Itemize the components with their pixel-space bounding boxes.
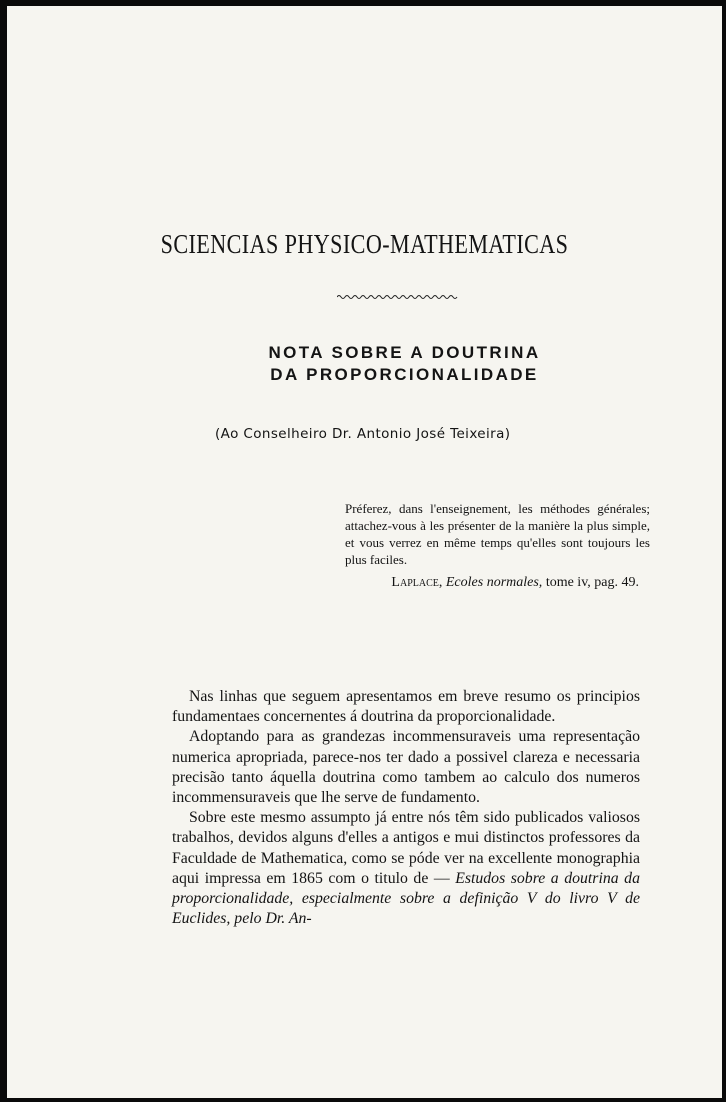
epigraph-quote: Préferez, dans l'enseignement, les méthodes générales; attachez-vous à les présenter de la manière la plus simple, et vous verrez en même temps qu'elles sont toujours les plus faciles. (345, 501, 650, 567)
body-paragraph-3-text: Sobre este mesmo assumpto já entre nós têm sido publicados valiosos trabalhos, devidos alguns d'elles a antigos e mui distinctos professores da Faculdade de Mathematica, como se póde ver na excellente monographia aqui impressa em 1865 com o titulo de — (172, 809, 640, 887)
article-title (7, 342, 722, 386)
citation-reference: tome iv, pag. 49. (542, 575, 639, 590)
article-title-line-1: NOTA SOBRE A DOUTRINA (268, 343, 541, 362)
section-title: SCIENCIAS PHYSICO-MATHEMATICAS (160, 229, 569, 259)
article-title-line-2: DA PROPORCIONALIDADE (270, 365, 539, 384)
body-paragraph-2: Adoptando para as grandezas incommensuraveis uma representação numerica apropriada, parece-nos ter dado a possivel clareza e necessaria precisão tanto áquella doutrina como tambem ao calculo dos numeros incommensuraveis que lhe serve de fundamento. (172, 728, 640, 807)
dedication: (Ao Conselheiro Dr. Antonio José Teixeira) (215, 426, 511, 442)
body-paragraph-1: Nas linhas que seguem apresentamos em breve resumo os principios fundamentaes concernentes á doutrina da proporcionalidade. (172, 688, 640, 726)
body-paragraph-3 (172, 808, 640, 929)
decorative-rule-ornament (337, 292, 459, 300)
body-paragraph-3-italic: Estudos sobre a doutrina da proporcionalidade, especialmente sobre a definição V do livro V de Euclides, pelo Dr. An- (172, 869, 640, 928)
article-body (172, 687, 640, 929)
epigraph-citation: Laplace, Ecoles normales, tome iv, pag. 49. (391, 575, 639, 590)
citation-author: Laplace (391, 575, 439, 590)
citation-work: Ecoles normales, (445, 575, 543, 590)
